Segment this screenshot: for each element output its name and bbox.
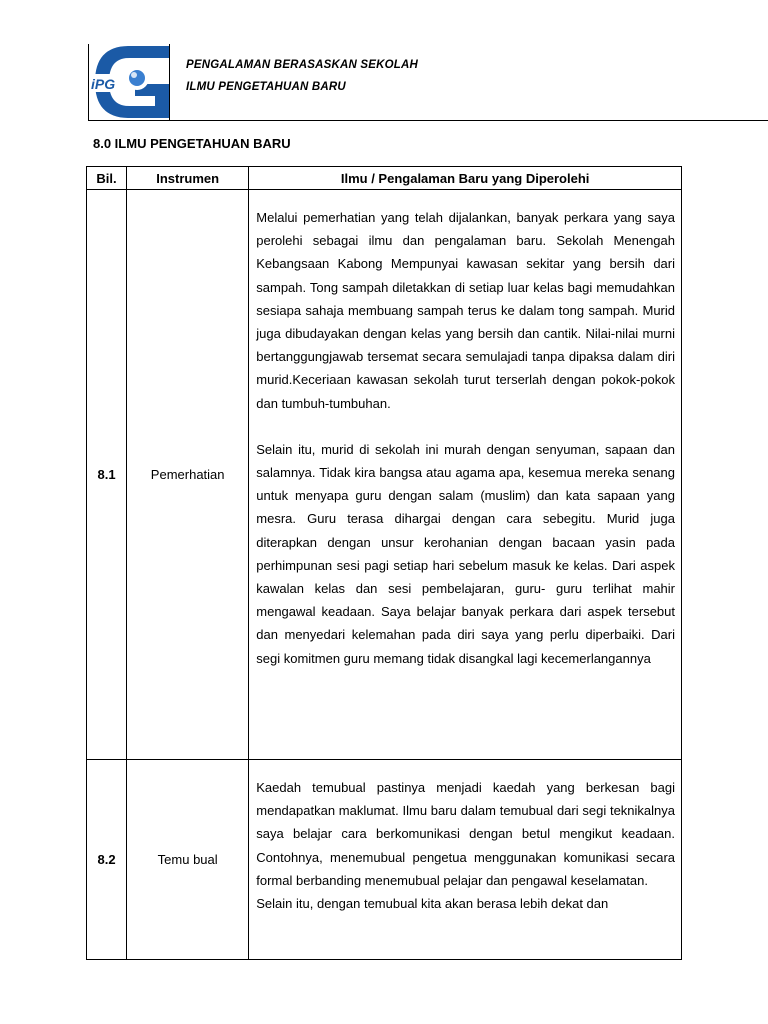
row-bil: 8.2 xyxy=(87,760,127,960)
column-header-ilmu: Ilmu / Pengalaman Baru yang Diperolehi xyxy=(249,167,682,190)
table-row xyxy=(87,760,682,960)
description-paragraph: Melalui pemerhatian yang telah dijalankan, banyak perkara yang saya perolehi sebagai ilmu dan pengalaman baru. Sekolah Menengah Kebangsaan Kabong Mempunyai kawasan sekitar yang bersih dari sampah. Tong sampah diletakkan di setiap luar kelas bagi memudahkan sesiapa sahaja membuang sampah terus ke dalam tong sampah. Murid juga dibudayakan dengan kelas yang bersih dan cantik. Nilai-nilai murni bertanggungjawab tersemat secara semulajadi tanpa dipaksa dalam diri murid.Keceriaan kawasan sekolah turut terserlah dengan pokok-pokok dan tumbuh-tumbuhan. xyxy=(256,210,675,411)
header-line-1: PENGALAMAN BERASASKAN SEKOLAH xyxy=(186,59,418,71)
header-line-2: ILMU PENGETAHUAN BARU xyxy=(186,81,346,93)
table-header-row xyxy=(87,167,682,190)
header-divider xyxy=(88,120,768,121)
ipg-logo-icon xyxy=(89,44,171,120)
description-paragraph: Selain itu, dengan temubual kita akan berasa lebih dekat dan xyxy=(256,896,609,912)
section-title: 8.0 ILMU PENGETAHUAN BARU xyxy=(93,136,291,151)
row-instrumen: Temu bual xyxy=(127,760,249,960)
knowledge-table xyxy=(86,166,682,960)
column-header-instrumen: Instrumen xyxy=(127,167,249,190)
row-bil: 8.1 xyxy=(87,190,127,760)
logo-frame xyxy=(88,44,170,120)
description-paragraph: Selain itu, murid di sekolah ini murah dengan senyuman, sapaan dan salamnya. Tidak kira bangsa atau agama apa, kesemua mereka senang untuk menyapa guru dengan salam (muslim) dan kata sapaan yang mesra. Guru terasa dihargai dengan cara sebegitu. Murid juga diterapkan dengan unsur kerohanian dengan bacaan yasin pada perhimpunan sesi pagi setiap hari sebelum masuk ke kelas. Dari aspek kawalan kelas dan sesi pembelajaran, guru- guru terlihat mahir mengawal keadaan. Saya belajar banyak perkara dari aspek tersebut dan menyedari kelemahan pada diri saya yang perlu diperbaiki. Dari segi komitmen guru memang tidak disangkal lagi kecemerlangannya xyxy=(256,441,675,666)
logo-text: iPG xyxy=(91,76,116,92)
column-header-bil: Bil. xyxy=(87,167,127,190)
description-paragraph: Kaedah temubual pastinya menjadi kaedah yang berkesan bagi mendapatkan maklumat. Ilmu baru dalam temubual dari segi teknikalnya saya belajar cara berkomunikasi dengan betul mengikut keadaan. Contohnya, menemubual pengetua menggunakan komunikasi secara formal berbanding menemubual pelajar dan pengawal keselamatan. xyxy=(256,780,675,888)
table-row xyxy=(87,190,682,760)
row-instrumen: Pemerhatian xyxy=(127,190,249,760)
row-description xyxy=(249,760,682,960)
row-description xyxy=(249,190,682,760)
